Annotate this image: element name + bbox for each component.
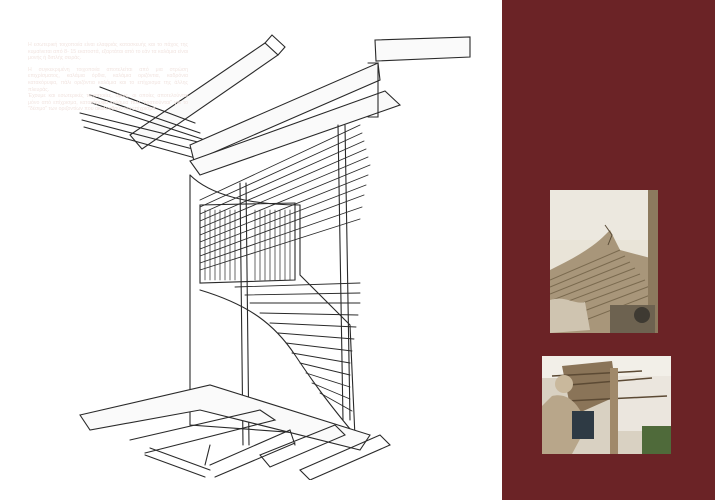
reed-wall-photo <box>550 190 658 333</box>
reed-detail-photo <box>542 356 671 454</box>
description-paragraph-2: Η συγκεκριμένη τοιχοποιία αποτελείται από μια στρώση επιχρίσματος, καλάμια όρθια, καλάμια οριζόντια, καδρόνια κατακόρυφα, πάλι οριζόντια καλάμια και το επίχρισμα της άλλης πλευράς. <box>28 66 188 93</box>
description-paragraph-3: Έχουμε και εσωτερικές τοιχοποιίες, όμως, οι οποίες αποτελούνται μόνο από επίχρισμα, κατακόρυφα καλάμια που "κρατιούνται" για το "δέσιμο" των οριζοντίων που ακολουθούν και επίχρισμα. <box>28 93 188 113</box>
description-text <box>28 42 188 118</box>
description-paragraph-1: Η εσωτερική τοιχοποιία είναι ελαφριάς κατασκευής και το πάχος της κυμαίνεται από 8- 15 εκατοστά, εξαρτάται από το εάν τα καλάμια είναι μονής ή διπλής σειράς. <box>28 42 188 62</box>
